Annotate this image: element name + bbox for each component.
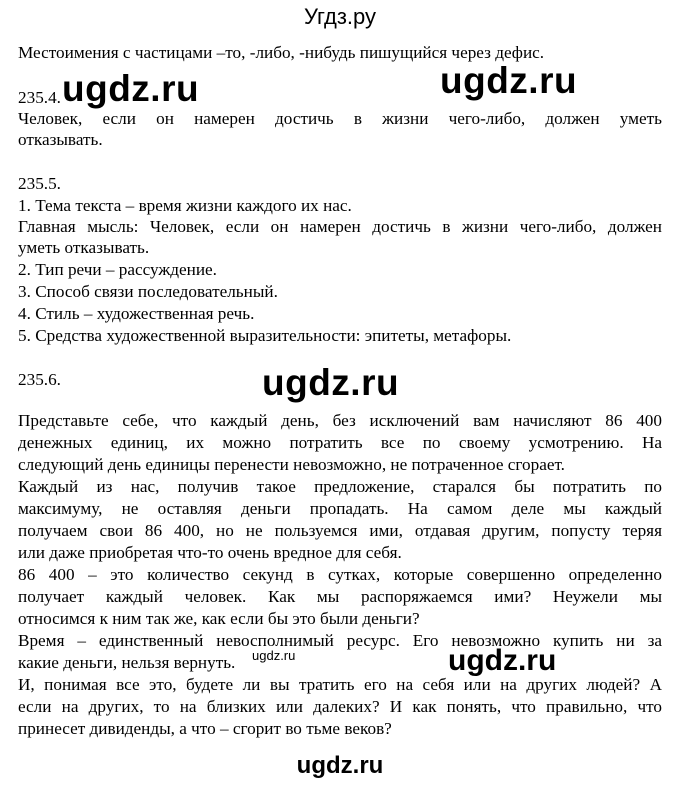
ex3-line: Каждый из нас, получив такое предложение, старался бы потратить по <box>18 477 662 496</box>
ex2-line: 4. Стиль – художественная речь. <box>18 304 255 323</box>
ex3-line: какие деньги, нельзя вернуть. <box>18 653 236 672</box>
ex3-line: 86 400 – это количество секунд в сутках, которые совершенно определенно <box>18 565 662 584</box>
footer-watermark: ugdz.ru <box>296 752 384 779</box>
ex2-line: 5. Средства художественной выразительности: эпитеты, метафоры. <box>18 326 512 345</box>
ex3-line: максимуму, не оставляя деньги пропадать. На самом деле мы каждый <box>18 499 662 518</box>
ex3-line: И, понимая все это, будете ли вы тратить его на себя или на других людей? А <box>18 675 662 694</box>
ex2-line: 1. Тема текста – время жизни каждого их нас. <box>18 196 352 215</box>
intro-text: Местоимения с частицами –то, -либо, -нибудь пишущийся через дефис. <box>18 43 545 62</box>
ex2-line: 3. Способ связи последовательный. <box>18 282 278 301</box>
watermark: ugdz.ru <box>62 68 200 109</box>
exercise-number-235-5: 235.5. <box>18 174 61 193</box>
ex3-line: получаем свои 86 400, но не пользуемся ими, отдавая другим, попусту теряя <box>18 521 662 540</box>
ex2-line: 2. Тип речи – рассуждение. <box>18 260 217 279</box>
ex3-line: следующий день единицы перенести невозможно, не потраченное сгорает. <box>18 455 565 474</box>
ex3-line: денежных единиц, их можно потратить все по своему усмотрению. На <box>18 433 662 452</box>
exercise-number-235-6: 235.6. <box>18 370 61 389</box>
watermark: ugdz.ru <box>262 362 400 403</box>
ex3-line: принесет дивиденды, а что – сгорит во тьме веков? <box>18 719 392 738</box>
ex2-line: Главная мысль: Человек, если он намерен достичь в жизни чего-либо, должен <box>18 217 662 236</box>
watermark: ugdz.ru <box>440 60 578 101</box>
watermark: ugdz.ru <box>448 644 557 677</box>
ex3-line: получает каждый человек. Как мы распоряжаемся ими? Неужели мы <box>18 587 662 606</box>
ex3-line: относимся к ним так же, как если бы это были деньги? <box>18 609 420 628</box>
exercise-number-235-4: 235.4. <box>18 88 61 107</box>
ex1-line: Человек, если он намерен достичь в жизни чего-либо, должен уметь <box>18 109 662 128</box>
watermark-small: ugdz.ru <box>252 648 296 663</box>
ex3-line: Время – единственный невосполнимый ресурс. Его невозможно купить ни за <box>18 631 662 650</box>
ex3-line: если на других, то на близких или далеких? И как понять, что правильно, что <box>18 697 662 716</box>
ex1-line: отказывать. <box>18 130 103 149</box>
ex3-line: или даже приобретая что-то очень вредное для себя. <box>18 543 402 562</box>
ex2-line: уметь отказывать. <box>18 238 150 257</box>
ex3-line: Представьте себе, что каждый день, без исключений вам начисляют 86 400 <box>18 411 662 430</box>
site-header-title: Угдз.ру <box>303 4 377 29</box>
